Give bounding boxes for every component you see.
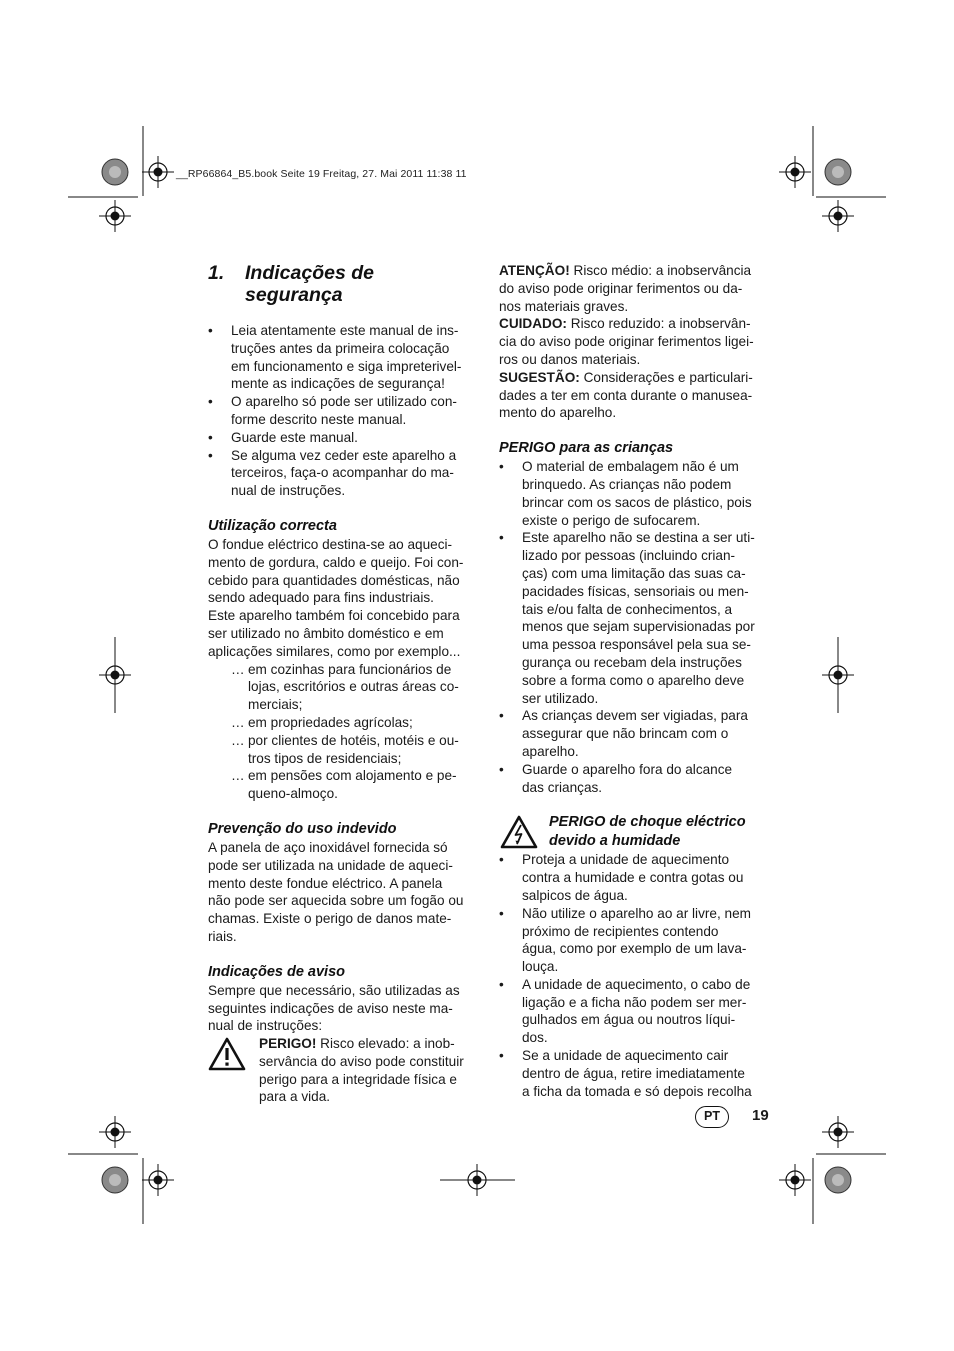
heading-misuse-prevention: Prevenção do uso indevido [208, 820, 397, 837]
list-item: … por clientes de hotéis, motéis e ou- tros tipos de residenciais; [231, 732, 478, 768]
section-title [208, 262, 478, 306]
caution-label: CUIDADO: [499, 316, 567, 332]
electric-list [499, 851, 769, 1100]
list-item: • As crianças devem ser vigiadas, para assegurar que não brincam com o aparelho. [499, 707, 769, 760]
attention-label: ATENÇÃO! [499, 263, 570, 278]
registration-mark [142, 1164, 174, 1196]
list-item: … em propriedades agrícolas; [231, 714, 478, 732]
children-list [499, 458, 769, 796]
registration-mark [99, 1116, 131, 1148]
tip-label: SUGESTÃO: [499, 369, 580, 385]
list-item: • Se a unidade de aquecimento cair dentro de água, retire imediatamente a ficha da tomada e só depois recolha [499, 1047, 769, 1100]
color-star-mark [825, 159, 851, 185]
right-column [499, 262, 769, 1100]
list-item: • Não utilize o aparelho ao ar livre, nem próximo de recipientes contendo água, como por exemplo de um lava- louça. [499, 905, 769, 976]
attention-text: Risco médio: a inobservância do aviso pode originar ferimentos ou da- nos materiais graves. [499, 263, 752, 314]
electric-hazard-icon [500, 815, 538, 849]
correct-use-text: O fondue eléctrico destina-se ao aqueci- mento de gordura, caldo e queijo. Foi con- cebido para quantidades domésticas, não sendo adequado para fins industriais. Este aparelho também foi concebido para ser utilizado no âmbito doméstico e em aplicações similares, como por exemplo... [208, 536, 464, 659]
section-number: 1. [208, 262, 225, 284]
tip-text: Considerações e particulari- dades a ter em conta durante o manusea- mento do aparelho. [499, 369, 753, 421]
color-star-mark [825, 1167, 851, 1193]
color-star-mark [102, 1167, 128, 1193]
tip-notice [499, 369, 769, 422]
registration-mark [99, 200, 131, 232]
registration-mark [822, 200, 854, 232]
attention-notice [499, 262, 769, 315]
registration-mark [779, 1164, 811, 1196]
misuse-text: A panela de aço inoxidável fornecida só pode ser utilizada na unidade de aqueci- mento deste fondue eléctrico. A panela não pode ser aquecida sobre um fogão ou chamas. Existe o perigo de danos mate- riais. [208, 839, 464, 944]
electric-shock-heading-block [499, 813, 769, 851]
list-item: • A unidade de aquecimento, o cabo de ligação e a ficha não podem ser mer- gulhados em água ou noutros líqui- dos. [499, 976, 769, 1047]
danger-notice [208, 1035, 478, 1106]
list-item: • Guarde o aparelho fora do alcance das crianças. [499, 761, 769, 797]
registration-mark [822, 1116, 854, 1148]
warning-triangle-icon [208, 1037, 246, 1071]
list-item: • Leia atentamente este manual de ins- truções antes da primeira colocação em funcionamento e siga impreterivel- mente as indicações de segurança! [208, 322, 478, 393]
caution-notice [499, 315, 769, 368]
list-item: • Este aparelho não se destina a ser uti- lizado por pessoas (incluindo crian- ças) com uma limitação das suas ca- pacidades físicas, sensoriais ou men- tais e/ou falta de conhecimentos, a menos que sejam supervisionadas por uma pessoa responsável pela sua se- gurança ou recebam dela instruções sobre a forma como o aparelho deve ser utilizado. [499, 529, 769, 707]
color-star-mark [102, 159, 128, 185]
language-badge: PT [695, 1106, 729, 1128]
page-number: 19 [752, 1107, 769, 1124]
print-file-header: __RP66864_B5.book Seite 19 Freitag, 27. Mai 2011 11:38 11 [176, 168, 467, 180]
list-item: … em pensões com alojamento e pe- queno-almoço. [231, 767, 478, 803]
section-title-line2: segurança [245, 284, 343, 306]
heading-warning-notes: Indicações de aviso [208, 963, 346, 980]
heading-children-danger: PERIGO para as crianças [499, 440, 674, 457]
heading-correct-use: Utilização correcta [208, 517, 337, 534]
caution-text: Risco reduzido: a inobservân- cia do aviso pode originar ferimentos ligei- ros ou danos materiais. [499, 316, 754, 367]
list-item: • Proteja a unidade de aquecimento contra a humidade e contra gotas ou salpicos de água. [499, 851, 769, 904]
registration-mark [142, 156, 174, 188]
left-column [208, 262, 478, 1106]
warnings-intro-text: Sempre que necessário, são utilizadas as seguintes indicações de aviso neste ma- nual de instruções: [208, 982, 460, 1034]
list-item: • Se alguma vez ceder este aparelho a terceiros, faça-o acompanhar do ma- nual de instruções. [208, 447, 478, 500]
list-item: • O aparelho só pode ser utilizado con- forme descrito neste manual. [208, 393, 478, 429]
danger-text: Risco elevado: a inob- servância do aviso pode constituir perigo para a integridade física e para a vida. [259, 1036, 464, 1105]
list-item: • O material de embalagem não é um brinquedo. As crianças não podem brincar com os sacos de plástico, pois existe o perigo de sufocarem. [499, 458, 769, 529]
section-title-line1: Indicações de [245, 262, 374, 284]
list-item: … em cozinhas para funcionários de lojas, escritórios e outras áreas co- merciais; [231, 661, 478, 714]
usage-examples-list [208, 661, 478, 803]
heading-electric-shock: PERIGO de choque eléctrico devido a humidade [549, 814, 746, 850]
intro-list [208, 322, 478, 500]
list-item: • Guarde este manual. [208, 429, 478, 447]
registration-mark [779, 156, 811, 188]
danger-label: PERIGO! [259, 1036, 317, 1052]
